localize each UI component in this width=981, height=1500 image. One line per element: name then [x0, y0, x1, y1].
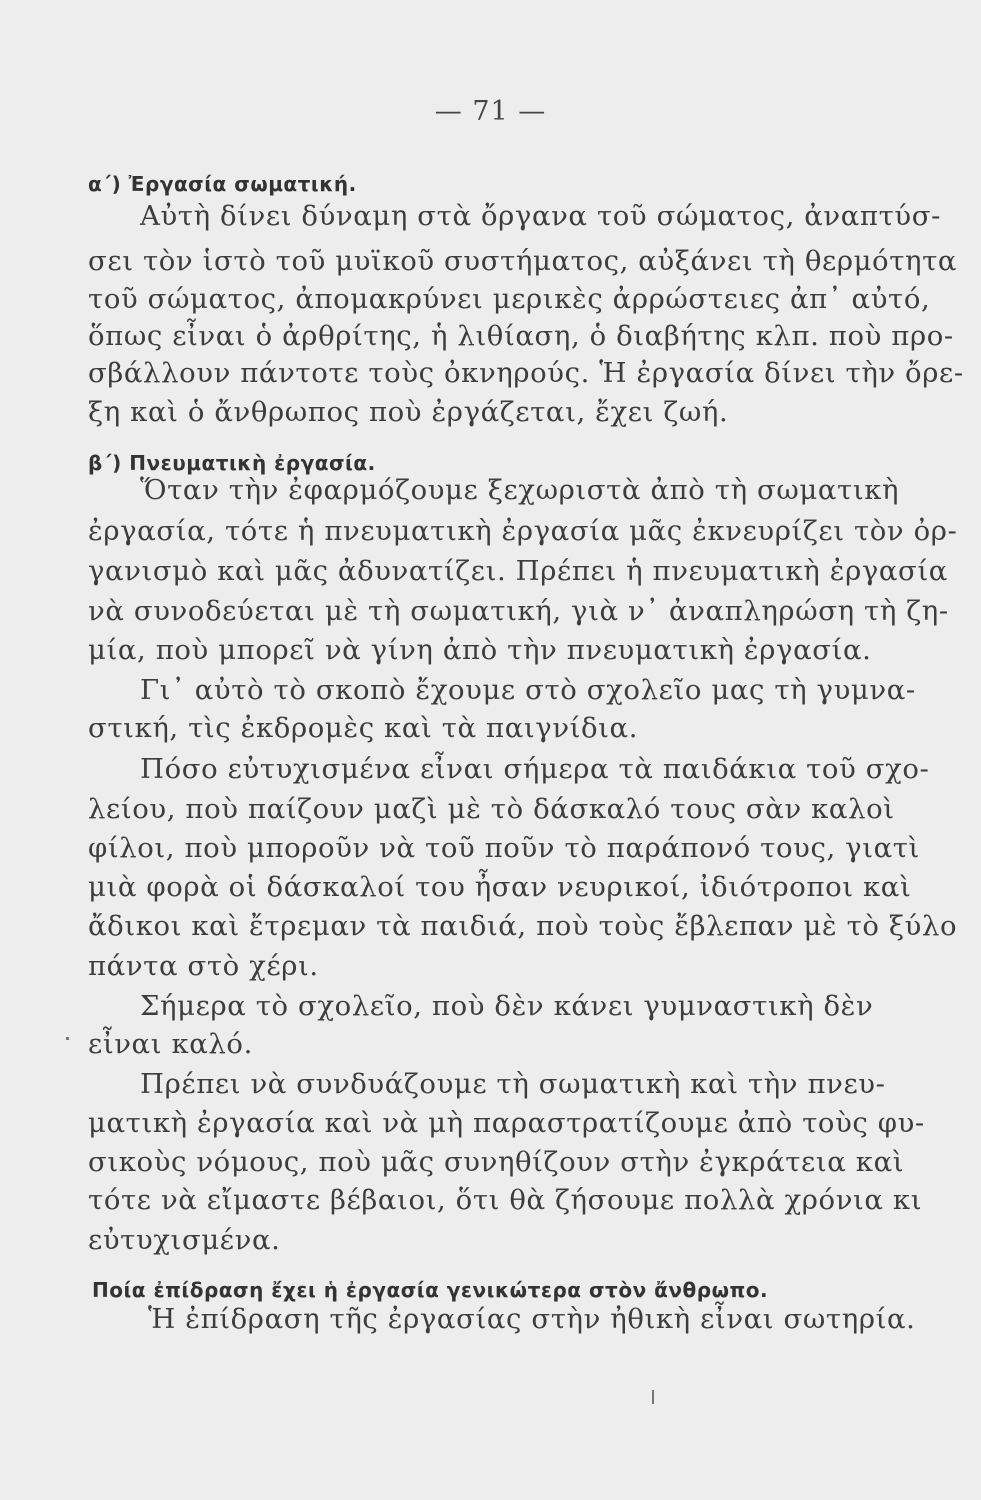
text-line: πάντα στὸ χέρι. — [88, 950, 319, 982]
text-line: σει τὸν ἱστὸ τοῦ μυϊκοῦ συστήματος, αὐξάνει τὴ θερμότητα — [88, 245, 958, 277]
text-line: Γι᾿ αὐτὸ τὸ σκοπὸ ἔχουμε στὸ σχολεῖο μας τὴ γυμνα- — [140, 674, 916, 706]
text-line: Σήμερα τὸ σχολεῖο, ποὺ δὲν κάνει γυμναστικὴ δὲν — [140, 990, 874, 1022]
text-line: νὰ συνοδεύεται μὲ τὴ σωματική, γιὰ ν᾿ ἀναπληρώση τὴ ζη- — [88, 595, 949, 627]
text-line: σικοὺς νόμους, ποὺ μᾶς συνηθίζουν στὴν ἐγκράτεια καὶ — [88, 1146, 905, 1178]
text-line: γανισμὸ καὶ μᾶς ἀδυνατίζει. Πρέπει ἡ πνευματικὴ ἐργασία — [88, 555, 948, 587]
text-line: εἶναι καλό. — [88, 1028, 253, 1060]
text-line: Πρέπει νὰ συνδυάζουμε τὴ σωματικὴ καὶ τὴν πνευ- — [140, 1068, 886, 1100]
text-line: μία, ποὺ μπορεῖ νὰ γίνη ἀπὸ τὴν πνευματικὴ ἐργασία. — [88, 634, 872, 666]
text-line: τοῦ σώματος, ἀπομακρύνει μερικὲς ἀρρώστειες ἀπ᾿ αὐτό, — [88, 283, 931, 315]
text-line: τότε νὰ εἴμαστε βέβαιοι, ὅτι θὰ ζήσουμε πολλὰ χρόνια κι — [88, 1184, 923, 1216]
scan-speck — [66, 1037, 69, 1040]
text-line: ἐργασία, τότε ἡ πνευματικὴ ἐργασία μᾶς ἐκνευρίζει τὸν ὀρ- — [88, 515, 958, 547]
text-line: ξη καὶ ὁ ἄνθρωπος ποὺ ἐργάζεται, ἔχει ζωή. — [88, 396, 729, 428]
text-line: λείου, ποὺ παίζουν μαζὶ μὲ τὸ δάσκαλό τους σὰν καλοὶ — [88, 793, 895, 825]
text-line: φίλοι, ποὺ μποροῦν νὰ τοῦ ποῦν τὸ παράπονό τους, γιατὶ — [88, 832, 920, 864]
text-line: Ἡ ἐπίδραση τῆς ἐργασίας στὴν ἠθικὴ εἶναι σωτηρία. — [148, 1303, 916, 1335]
text-line: Ὅταν τὴν ἐφαρμόζουμε ξεχωριστὰ ἀπὸ τὴ σωματικὴ — [140, 474, 900, 506]
scan-speck — [652, 1390, 654, 1404]
text-line: μιὰ φορὰ οἱ δάσκαλοί του ἦσαν νευρικοί, ἰδιότροποι καὶ — [88, 871, 912, 903]
text-line: ἄδικοι καὶ ἔτρεμαν τὰ παιδιά, ποὺ τοὺς ἔβλεπαν μὲ τὸ ξύλο — [88, 910, 958, 942]
text-line: Αὐτὴ δίνει δύναμη στὰ ὄργανα τοῦ σώματος, ἀναπτύσ- — [140, 200, 941, 232]
text-line: εὐτυχισμένα. — [88, 1224, 281, 1256]
section-heading-effect-of-work: Ποία ἐπίδραση ἔχει ἡ ἐργασία γενικώτερα στὸν ἄνθρωπο. — [92, 1278, 769, 1302]
text-line: στική, τὶς ἐκδρομὲς καὶ τὰ παιγνίδια. — [88, 712, 639, 744]
section-heading-physical-work: α΄) Ἐργασία σωματική. — [88, 172, 357, 196]
page-number: — 71 — — [434, 96, 547, 127]
text-line: Πόσο εὐτυχισμένα εἶναι σήμερα τὰ παιδάκια τοῦ σχο- — [140, 753, 930, 785]
text-line: ὅπως εἶναι ὁ ἀρθρίτης, ἡ λιθίαση, ὁ διαβήτης κλπ. ποὺ προ- — [88, 320, 954, 352]
section-heading-mental-work: β΄) Πνευματικὴ ἐργασία. — [88, 451, 376, 475]
text-line: ματικὴ ἐργασία καὶ νὰ μὴ παραστρατίζουμε ἀπὸ τοὺς φυ- — [88, 1107, 925, 1139]
text-line: σβάλλουν πάντοτε τοὺς ὀκνηρούς. Ἡ ἐργασία δίνει τὴν ὄρε- — [88, 357, 964, 389]
